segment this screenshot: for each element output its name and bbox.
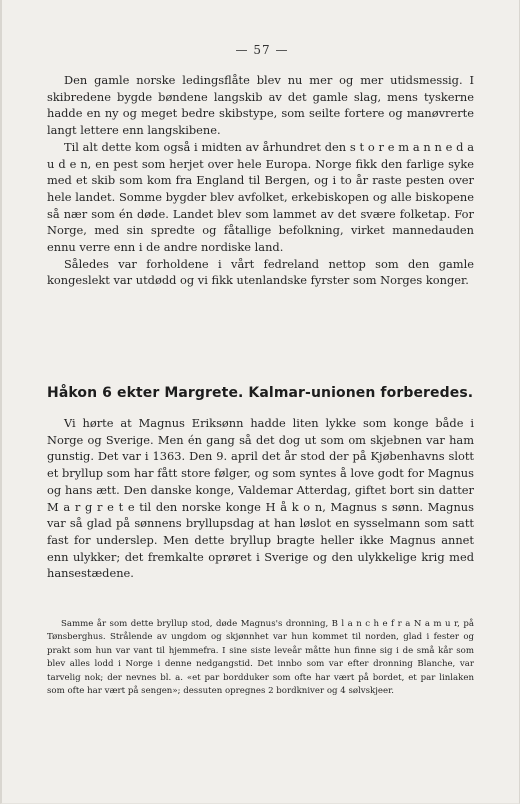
- paragraph: Således var forholdene i vårt fedreland nettop som den gamle kongeslekt var utdødd og vi fikk utenlandske fyrster som Norges konger.: [47, 256, 474, 288]
- body-section-1: [47, 72, 474, 289]
- page-number: — 57 —: [235, 43, 289, 57]
- paragraph: Vi hørte at Magnus Eriksønn hadde liten lykke som konge både i Norge og Sverige. Men én gang så det dog ut som om skjebnen var ham gunstig. Det var i 1363. Den 9. april det år stod der på Kjøbenhavns slott et bryllup som har fått store følger, og som syntes å love godt for Magnus og hans ætt. Den danske konge, Valdemar Atterdag, giftet bort sin datter M a r g r e t e til den norske konge H å k o n, Magnus s sønn. Magnus var så glad på sønnens bryllupsdag at han løslot en sysselmann som satt fast for underslep. Men dette bryllup bragte heller ikke Magnus annet enn ulykker; det fremkalte oprøret i Sverige og den ulykkelige krig med hansestædene.: [47, 416, 474, 581]
- paragraph: Den gamle norske ledingsflåte blev nu mer og mer utidsmessig. I skibredene bygde bøndene langskib av det gamle slag, mens tyskerne hadde en ny og meget bedre skibstype, som seilte fortere og manøvrerte langt lettere enn langskibene.: [47, 73, 474, 138]
- footnote-paragraph: Samme år som dette bryllup stod, døde Magnus's dronning, B l a n c h e f r a N a m u r, på Tønsberghus. Strålende av ungdom og skjønnhet var hun kommet til norden, glad i fester og prakt som hun var vant til hjemmefra. I sine siste leveår måtte hun finne sig i de små kår som blev alles lodd i Norge i denne nedgangstid. Det innbo som var efter dronning Blanche, var tarvelig nok; der nevnes bl. a. «et par bordduker som ofte har vært på bordet, et par linlaken som ofte har vært på sengen»; dessuten opregnes 2 bordkniver og 4 sølvskjeer.: [47, 619, 474, 697]
- body-section-2: [47, 415, 474, 582]
- section-heading: Håkon 6 ekter Margrete. Kalmar-unionen forberedes.: [47, 385, 474, 401]
- footnote: [47, 618, 474, 698]
- paragraph: Til alt dette kom også i midten av århundret den s t o r e m a n n e d a u d e n, en pest som herjet over hele Europa. Norge fikk den farlige syke med et skib som kom fra England til Bergen, og i to år raste pesten over hele landet. Somme bygder blev avfolket, erkebiskopen og alle biskopene så nær som én døde. Landet blev som lammet av det svære folketap. For Norge, med sin spredte og fåtallige befolkning, virket mannedauden ennu verre enn i de andre nordiske land.: [47, 139, 474, 255]
